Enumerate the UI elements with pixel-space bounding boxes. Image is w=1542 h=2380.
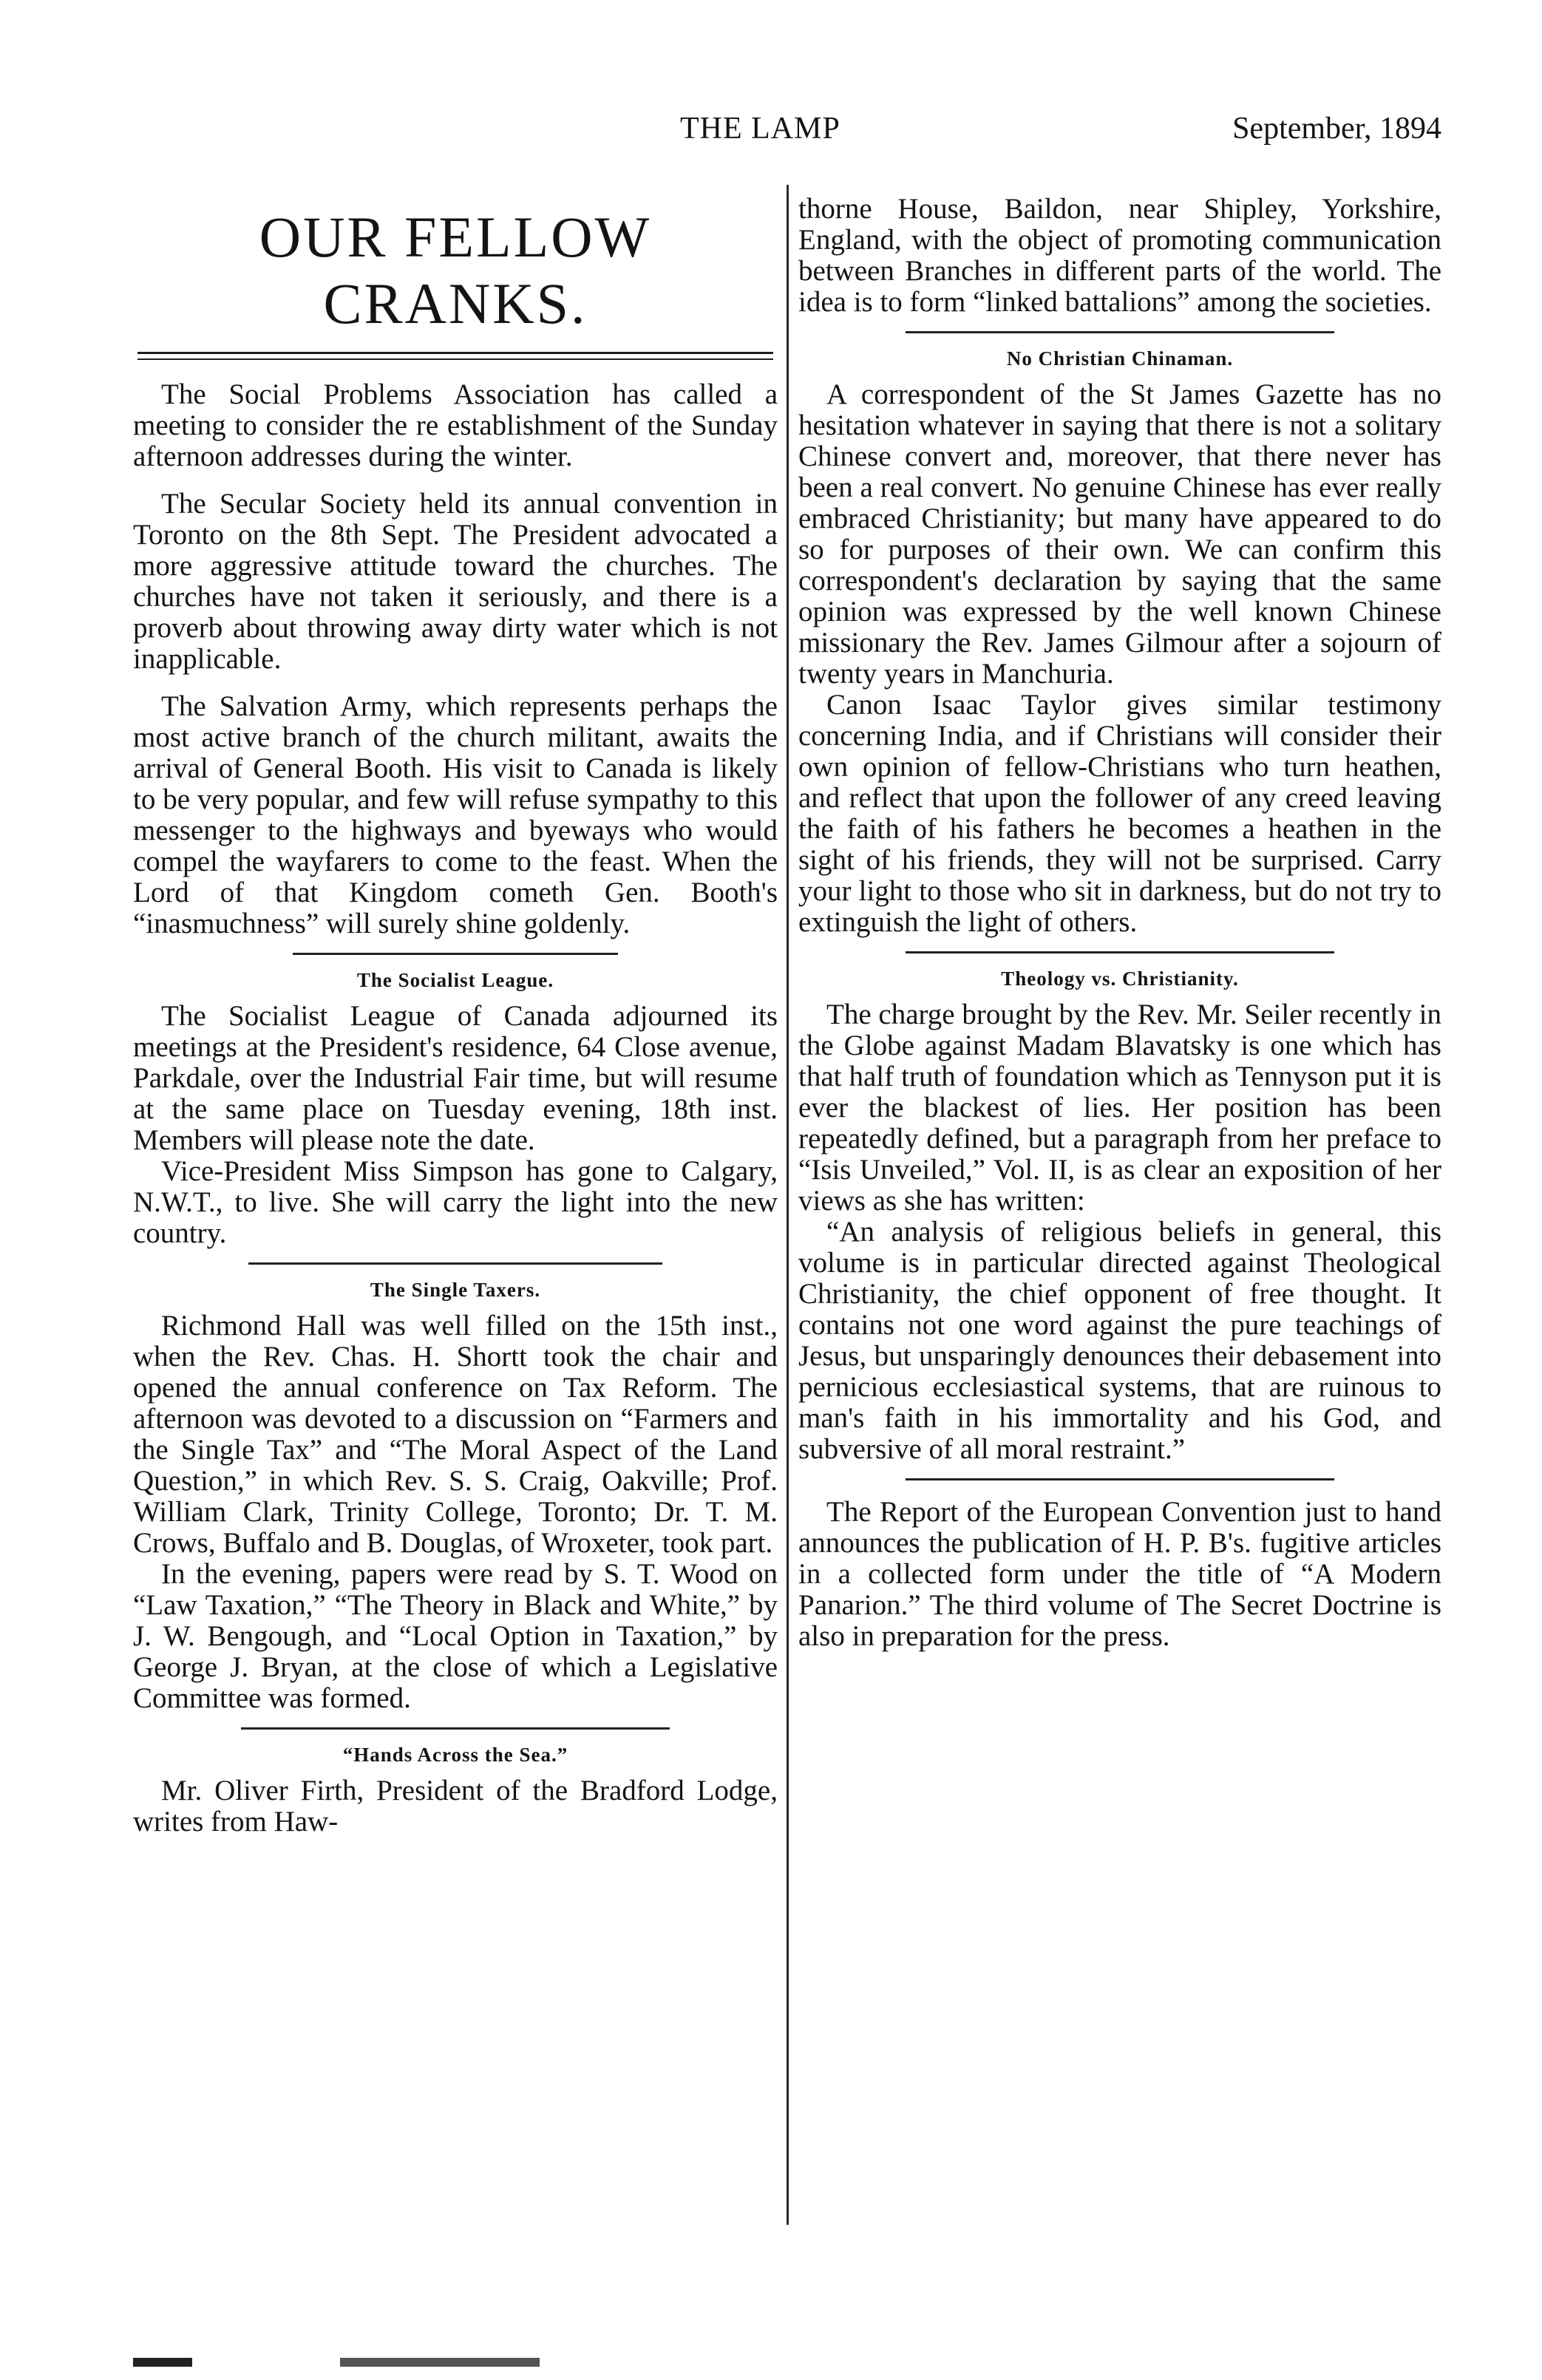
page-header	[0, 111, 1542, 155]
section-rule	[293, 953, 618, 955]
paragraph-oliver-firth-continued: thorne House, Baildon, near Shipley, Yorkshire, England, with the object of promoting communication between Branches in different parts of the world. The idea is to form “linked battalions” among the societies.	[798, 193, 1441, 318]
paragraph-blavatsky: The charge brought by the Rev. Mr. Seiler recently in the Globe against Madam Blavatsky is one which has that half truth of foundation which as Tennyson put it is ever the blackest of lies. Her position has been repeatedly defined, but a paragraph from her preface to “Isis Unveiled,” Vol. II, is as clear an exposition of her views as she has written:	[798, 999, 1441, 1217]
column-divider	[787, 185, 789, 2225]
paragraph-secular-society: The Secular Society held its annual convention in Toronto on the 8th Sept. The President advocated a more aggressive attitude toward the churches. The churches have not taken it seriously, and there is a proverb about throwing away dirty water which is not inapplicable.	[133, 488, 778, 675]
article-title: OUR FELLOW CRANKS.	[259, 205, 652, 336]
title-rule	[137, 352, 773, 360]
paragraph-evening-papers: In the evening, papers were read by S. T. Wood on “Law Taxation,” “The Theory in Black and White,” by J. W. Bengough, and “Local Option in Taxation,” by George J. Bryan, at the close of which a Legislative Committee was formed.	[133, 1558, 778, 1714]
paragraph-socialist-league: The Socialist League of Canada adjourned its meetings at the President's residence, 64 Close avenue, Parkdale, over the Industrial Fair time, but will resume at the same place on Tuesday evening, 18th inst. Members will please note the date.	[133, 1000, 778, 1156]
paragraph-social-problems: The Social Problems Association has called a meeting to consider the re establishment of the Sunday afternoon addresses during the winter.	[133, 378, 778, 472]
paragraph-salvation-army: The Salvation Army, which represents perhaps the most active branch of the church militant, awaits the arrival of General Booth. His visit to Canada is likely to be very popular, and few will refuse sympathy to this messenger to the highways and byeways who would compel the wayfarers to come to the feast. When the Lord of that Kingdom cometh Gen. Booth's “inasmuchness” will surely shine goldenly.	[133, 690, 778, 939]
page-bottom-smudge	[133, 2358, 872, 2367]
left-column	[133, 194, 778, 1837]
publication-title: THE LAMP	[680, 112, 840, 146]
section-rule	[241, 1727, 670, 1730]
heading-single-taxers: The Single Taxers.	[370, 1279, 541, 1301]
heading-no-christian-chinaman: No Christian Chinaman.	[1006, 347, 1234, 370]
paragraph-canon-taylor: Canon Isaac Taylor gives similar testimony concerning India, and if Christians will consider their own opinion of fellow-Christians who turn heathen, and reflect that upon the follower of any creed leaving the faith of his fathers he becomes a heathen in the sight of his friends, they will not be surprised. Carry your light to those who sit in darkness, but do not try to extinguish the light of others.	[798, 689, 1441, 938]
publication-date: September, 1894	[1232, 112, 1441, 146]
paragraph-richmond-hall: Richmond Hall was well filled on the 15th inst., when the Rev. Chas. H. Shortt took the chair and opened the annual conference on Tax Reform. The afternoon was devoted to a discussion on “Farmers and the Single Tax” and “The Moral Aspect of the Land Question,” in which Rev. S. S. Craig, Oakville; Prof. William Clark, Trinity College, Toronto; Dr. T. M. Crows, Buffalo and B. Douglas, of Wroxeter, took part.	[133, 1310, 778, 1559]
heading-socialist-league: The Socialist League.	[356, 969, 554, 991]
section-rule	[906, 331, 1334, 333]
section-rule	[906, 1478, 1334, 1480]
section-rule	[248, 1262, 662, 1265]
right-column	[798, 194, 1441, 1652]
paragraph-european-convention: The Report of the European Convention just to hand announces the publication of H. P. B's. fugitive articles in a collected form under the title of “A Modern Panarion.” The third volume of The Secret Doctrine is also in preparation for the press.	[798, 1496, 1441, 1652]
paragraph-st-james-gazette: A correspondent of the St James Gazette has no hesitation whatever in saying that there is not a solitary Chinese convert and, moreover, that there never has been a real convert. No genuine Chinese has ever really embraced Christianity; but many have appeared to do so for purposes of their own. We can confirm this correspondent's declaration by saying that the same opinion was expressed by the well known Chinese missionary the Rev. James Gilmour after a sojourn of twenty years in Manchuria.	[798, 378, 1441, 690]
paragraph-vice-president: Vice-President Miss Simpson has gone to Calgary, N.W.T., to live. She will carry the light into the new country.	[133, 1155, 778, 1249]
paragraph-oliver-firth: Mr. Oliver Firth, President of the Bradford Lodge, writes from Haw-	[133, 1775, 778, 1837]
quote-isis-unveiled: “An analysis of religious beliefs in general, this volume is in particular directed against Theological Christianity, the chief opponent of free thought. It contains not one word against the pure teachings of Jesus, but unsparingly denounces their debasement into pernicious ecclesiastical systems, that are ruinous to man's faith in his immortality and his God, and subversive of all moral restraint.”	[798, 1216, 1441, 1465]
heading-theology-vs-christianity: Theology vs. Christianity.	[1001, 968, 1239, 990]
section-rule	[906, 951, 1334, 953]
heading-hands-across-sea: “Hands Across the Sea.”	[342, 1744, 568, 1766]
